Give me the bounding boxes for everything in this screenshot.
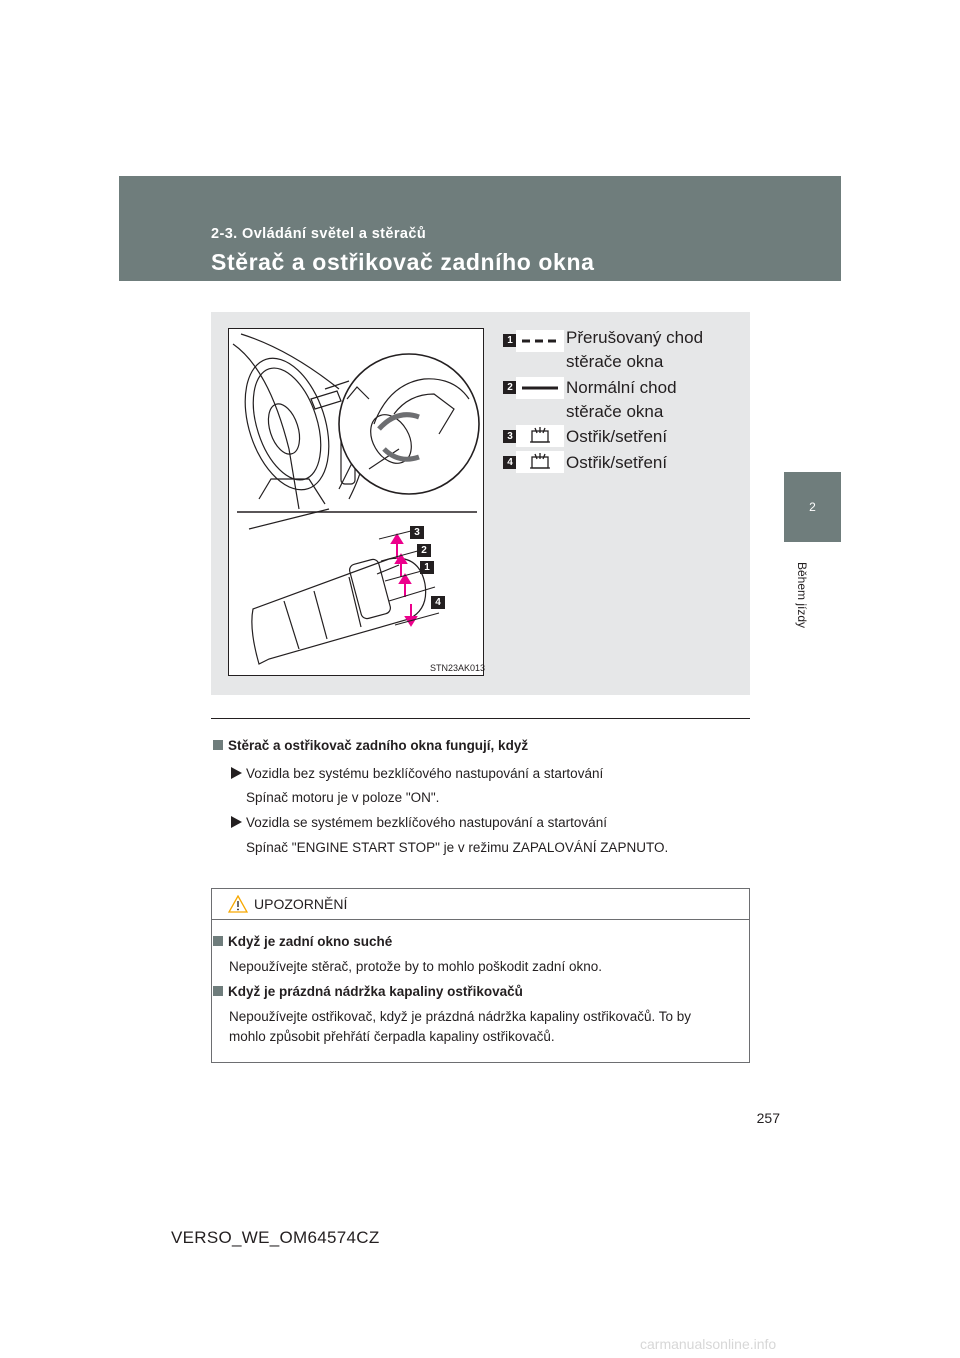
info-item-2-text: Spínač "ENGINE START STOP" je v režimu ZAPALOVÁNÍ ZAPNUTO. [246, 840, 669, 855]
figure-code: STN23AK013 [430, 663, 486, 673]
divider [211, 718, 750, 719]
caution-text-2a: Nepoužívejte ostřikovač, když je prázdná nádržka kapaliny ostřikovačů. To by [229, 1009, 691, 1024]
wiper-illustration [228, 328, 484, 676]
callout-3: 3 [410, 526, 424, 539]
caution-label: UPOZORNĚNÍ [254, 896, 348, 912]
caution-text-1: Nepoužívejte stěrač, protože by to mohlo poškodit zadní okno. [229, 959, 602, 974]
legend-text-1b: stěrače okna [566, 352, 664, 371]
chapter-label: Během jízdy [795, 561, 809, 629]
callout-1: 1 [420, 561, 434, 574]
solid-line-icon [516, 377, 564, 399]
callout-4: 4 [431, 596, 445, 609]
caution-text-2b: mohlo způsobit přehřátí čerpadla kapaliny ostřikovačů. [229, 1029, 555, 1044]
washer-icon [516, 425, 564, 447]
legend-text-1a: Přerušovaný chod [566, 328, 704, 347]
watermark: carmanualsonline.info [640, 1336, 777, 1352]
caution-heading-1: Když je zadní okno suché [213, 934, 392, 949]
square-bullet-icon [213, 740, 223, 750]
legend-badge-4: 4 [503, 456, 517, 469]
triangle-bullet-icon [231, 767, 242, 779]
section-subtitle: 2-3. Ovládání světel a stěračů [211, 226, 427, 242]
legend-badge-3: 3 [503, 430, 517, 443]
callout-2: 2 [417, 544, 431, 557]
document-id: VERSO_WE_OM64574CZ [171, 1228, 380, 1247]
info-item-2-title: Vozidla se systémem bezklíčového nastupování a startování [231, 815, 607, 830]
legend-text-3: Ostřik/setření [566, 427, 668, 446]
triangle-bullet-icon [231, 816, 242, 828]
square-bullet-icon [213, 936, 223, 946]
page-number: 257 [756, 1110, 780, 1126]
legend-badge-1: 1 [503, 334, 517, 347]
chapter-number: 2 [809, 500, 816, 514]
washer-icon [516, 451, 564, 473]
info-heading: Stěrač a ostřikovač zadního okna fungují, když [213, 738, 528, 753]
square-bullet-icon [213, 986, 223, 996]
legend-text-2a: Normální chod [566, 378, 677, 397]
legend-badge-2: 2 [503, 381, 517, 394]
wiper-switch-drawing [229, 329, 486, 675]
legend-text-4: Ostřik/setření [566, 453, 668, 472]
page-title: Stěrač a ostřikovač zadního okna [211, 249, 595, 275]
caution-heading-2: Když je prázdná nádržka kapaliny ostřikovačů [213, 984, 523, 999]
info-item-1-text: Spínač motoru je v poloze "ON". [246, 790, 440, 805]
legend-text-2b: stěrače okna [566, 402, 664, 421]
dashed-line-icon [516, 330, 564, 352]
warning-icon [228, 895, 248, 918]
info-item-1-title: Vozidla bez systému bezklíčového nastupování a startování [231, 766, 603, 781]
